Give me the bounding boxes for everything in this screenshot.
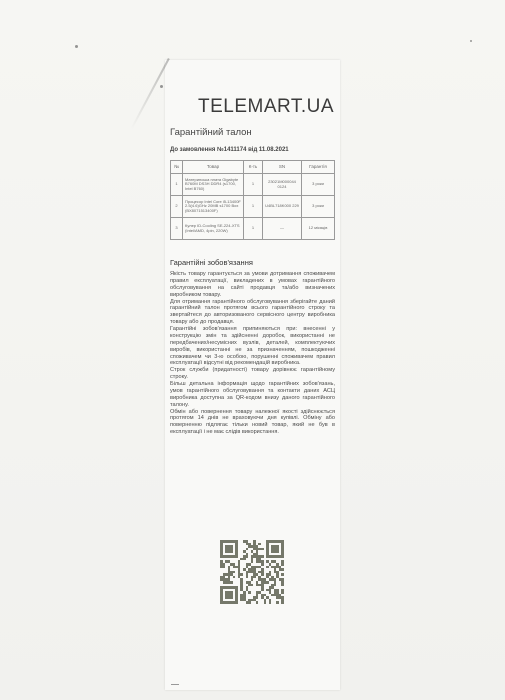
qr-code-icon[interactable] <box>220 540 284 604</box>
terms-paragraph: Обмін або повернення товару належної якості здійснюється протягом 14 днів не враховуючи дня купівлі. Обміну або поверненню підлягає тільки новий товар, який не був в експлуатації і не має слідів використання. <box>170 408 335 436</box>
row-number: 1 <box>171 174 183 196</box>
col-sn: SN <box>263 161 302 174</box>
row-goods: Кулер ID-Cooling SE-224-XTS (Intel/AMD, 4pin, 220W) <box>183 218 244 240</box>
row-number: 3 <box>171 218 183 240</box>
receipt-edge-mark <box>171 684 179 685</box>
scan-speck <box>75 45 78 48</box>
warranty-terms-title: Гарантійні зобов'язання <box>170 258 253 267</box>
row-qty: 1 <box>244 218 263 240</box>
terms-paragraph: Строк служби (придатності) товару дорівнює гарантійному строку. <box>170 367 335 381</box>
table-row <box>171 174 335 196</box>
table-header-row <box>171 161 335 174</box>
terms-paragraph: Для отримання гарантійного обслуговування зберігайте даний гарантійний талон протягом всього гарантійного строку та звертайтеся до авторизованого сервісного центру виробника товару або до продавця. <box>170 298 335 326</box>
scan-speck <box>470 40 472 42</box>
col-warranty: Гарантія <box>302 161 335 174</box>
items-table <box>170 160 335 240</box>
warranty-terms <box>170 271 335 436</box>
order-reference: До замовлення №1411174 від 11.08.2021 <box>170 147 289 153</box>
col-qty: К-ть <box>244 161 263 174</box>
terms-paragraph: Більш детальна інформація щодо гарантійних зобов'язань, умов гарантійного обслуговування та контакти даних АСЦ виробника доступна за QR-кодом внизу даного гарантійного талону. <box>170 381 335 408</box>
terms-paragraph: Якість товару гарантується за умови дотримання споживачем правил експлуатації, викладених в умовах гарантійного обслуговування на сайті продавця та/або визначених виробником товару. <box>170 271 335 298</box>
table-row <box>171 196 335 218</box>
document-title: Гарантійний талон <box>170 127 252 138</box>
qr-module <box>281 601 284 604</box>
row-sn: U4BL718K000 229 <box>263 196 302 218</box>
col-goods: Товар <box>183 161 244 174</box>
row-warranty: 3 роки <box>302 196 335 218</box>
row-qty: 1 <box>244 174 263 196</box>
row-goods: Материнська плата Gigabyte B760M DS3H DDR4 (s1700, Intel B760) <box>183 174 244 196</box>
table-row <box>171 218 335 240</box>
terms-paragraph: Гарантійні зобов'язання припиняються при: внесенні у конструкцію змін та здійсненні доробок, використанні не передбачених/несумісних вузлів, деталей, комплектуючих виробів, використанні не за призначенням, пошкодженні споживачем чи 3-ю особою, порушенні споживачем правил експлуатації відсутні від рекомендацій виробника. <box>170 326 335 367</box>
row-warranty: 3 роки <box>302 174 335 196</box>
scan-speck <box>160 85 163 88</box>
row-sn: — <box>263 218 302 240</box>
row-sn: 23021M000044 0124 <box>263 174 302 196</box>
row-number: 2 <box>171 196 183 218</box>
row-goods: Процесор Intel Core i5-13400F 2.5(4.6)GHz 20MB s1700 Box (BX8071513400F) <box>183 196 244 218</box>
row-warranty: 12 місяців <box>302 218 335 240</box>
brand-logo: TELEMART.UA <box>198 96 335 117</box>
col-number: № <box>171 161 183 174</box>
row-qty: 1 <box>244 196 263 218</box>
